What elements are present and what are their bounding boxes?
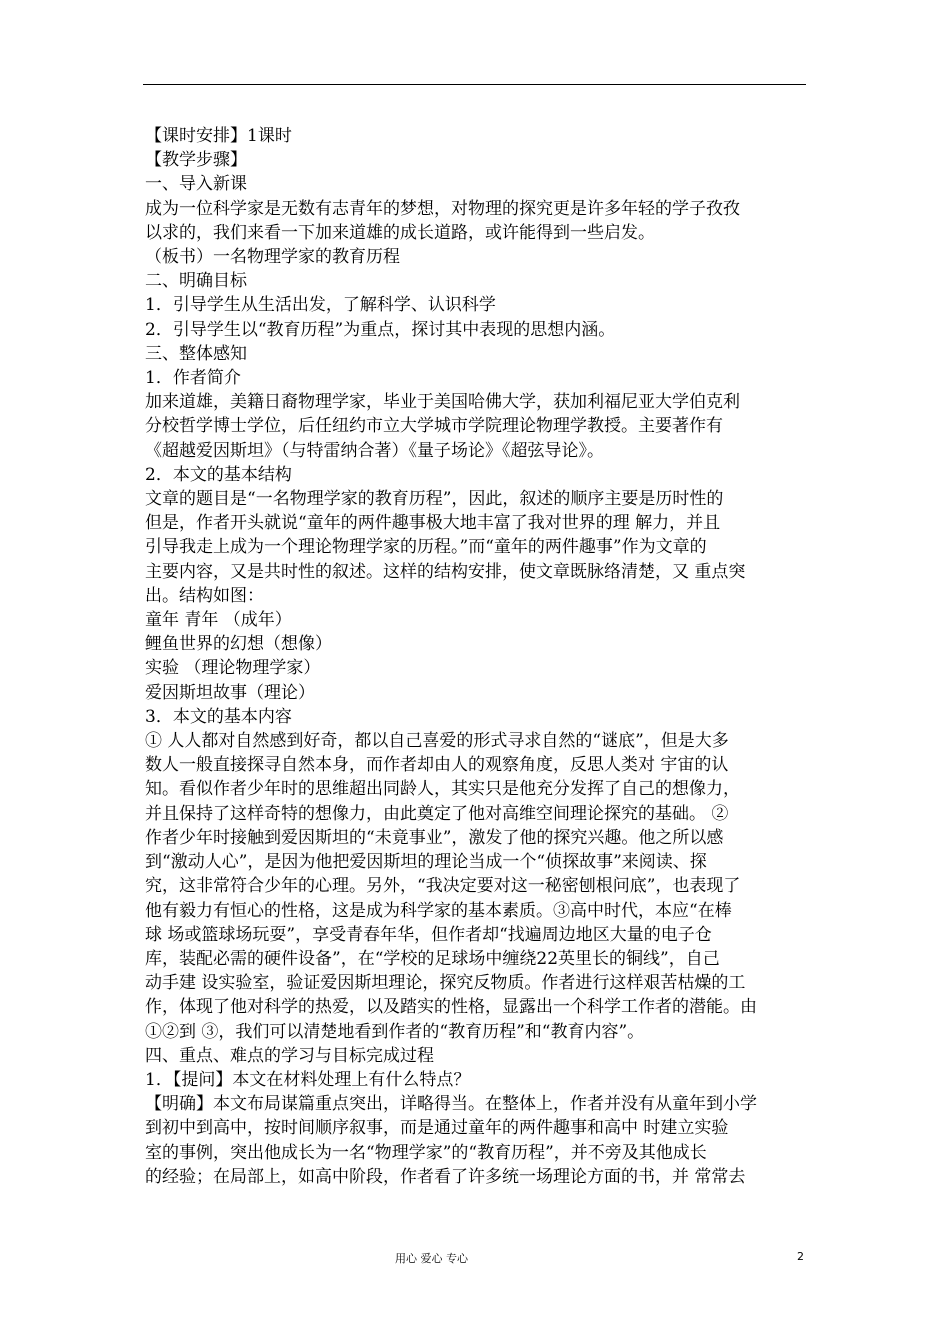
page-number: 2 [797,1250,804,1263]
text-line: 二、明确目标 [145,271,247,292]
text-line: 的经验；在局部上，如高中阶段，作者看了许多统一场理论方面的书，并 常常去 [145,1166,746,1187]
text-line: 加来道雄，美籍日裔物理学家，毕业于美国哈佛大学，获加利福尼亚大学伯克利 [145,392,740,413]
text-line: 实验 （理论物理学家） [145,658,321,679]
text-line: 鲤鱼世界的幻想（想像） [145,634,332,655]
text-line: 1．引导学生从生活出发，了解科学、认识科学 [145,295,496,316]
text-line: 分校哲学博士学位，后任纽约市立大学城市学院理论物理学教授。主要著作有 [145,416,723,437]
text-line: 以求的，我们来看一下加来道雄的成长道路，或许能得到一些启发。 [145,222,655,243]
text-line: 3．本文的基本内容 [145,706,292,727]
text-line: 一、导入新课 [145,174,247,195]
text-line: 他有毅力有恒心的性格，这是成为科学家的基本素质。③高中时代，本应“在棒 [145,900,732,921]
text-line: 童年 青年 （成年） [145,610,292,631]
text-line: 室的事例，突出他成长为一名“物理学家”的“教育历程”，并不旁及其他成长 [145,1142,707,1163]
text-line: 但是，作者开头就说“童年的两件趣事极大地丰富了我对世界的理 解力，并且 [145,513,721,534]
text-line: 到初中到高中，按时间顺序叙事，而是通过童年的两件趣事和高中 时建立实验 [145,1118,729,1139]
text-line: 【明确】本文布局谋篇重点突出，详略得当。在整体上，作者并没有从童年到小学 [145,1094,757,1115]
text-line: 四、重点、难点的学习与目标完成过程 [145,1045,434,1066]
text-line: 2．本文的基本结构 [145,464,292,485]
text-line: 知。看似作者少年时的思维超出同龄人，其实只是他充分发挥了自己的想像力， [145,779,740,800]
text-line: 作，体现了他对科学的热爱，以及踏实的性格，显露出一个科学工作者的潜能。由 [145,997,757,1018]
text-line: 到“激动人心”，是因为他把爱因斯坦的理论当成一个“侦探故事”来阅读、探 [145,852,707,873]
text-line: 爱因斯坦故事（理论） [145,682,315,703]
text-line: 三、整体感知 [145,343,247,364]
text-line: 球 场或篮球场玩耍”，享受青春年华，但作者却“找遍周边地区大量的电子仓 [145,924,712,945]
text-line: 【教学步骤】 [145,150,247,171]
text-line: 引导我走上成为一个理论物理学家的历程。”而“童年的两件趣事”作为文章的 [145,537,707,558]
text-line: 1．【提问】本文在材料处理上有什么特点？ [145,1069,471,1090]
text-line: （板书）一名物理学家的教育历程 [145,247,400,268]
text-line: 2．引导学生以“教育历程”为重点，探讨其中表现的思想内涵。 [145,319,616,340]
text-line: 文章的题目是“一名物理学家的教育历程”，因此，叙述的顺序主要是历时性的 [145,489,724,510]
header-rule [143,84,806,85]
text-line: 作者少年时接触到爱因斯坦的“未竟事业”，激发了他的探究兴趣。他之所以感 [145,827,724,848]
footer-slogan: 用心 爱心 专心 [395,1252,468,1265]
text-line: 成为一位科学家是无数有志青年的梦想，对物理的探究更是许多年轻的学子孜孜 [145,198,740,219]
text-line: 究，这非常符合少年的心理。另外，“我决定要对这一秘密刨根问底”，也表现了 [145,876,741,897]
document-body [145,124,810,1189]
text-line: ①②到 ③，我们可以清楚地看到作者的“教育历程”和“教育内容”。 [145,1021,645,1042]
text-line: 1．作者简介 [145,368,241,389]
text-line: 数人一般直接探寻自然本身，而作者却由人的观察角度，反思人类对 宇宙的认 [145,755,729,776]
text-line: ① 人人都对自然感到好奇，都以自己喜爱的形式寻求自然的“谜底”，但是大多 [145,731,729,752]
text-line: 库，装配必需的硬件设备”，在“学校的足球场中缠绕22英里长的铜线”，自己 [145,948,720,969]
text-line: 《超越爱因斯坦》（与特雷纳合著）《量子场论》《超弦导论》。 [145,440,604,461]
text-line: 出。结构如图： [145,585,264,606]
text-line: 主要内容，又是共时性的叙述。这样的结构安排，使文章既脉络清楚，又 重点突 [145,561,746,582]
text-line: 并且保持了这样奇特的想像力，由此奠定了他对高维空间理论探究的基础。 ② [145,803,729,824]
text-line: 【课时安排】1课时 [145,126,292,146]
text-line: 动手建 设实验室，验证爱因斯坦理论，探究反物质。作者进行这样艰苦枯燥的工 [145,973,746,994]
